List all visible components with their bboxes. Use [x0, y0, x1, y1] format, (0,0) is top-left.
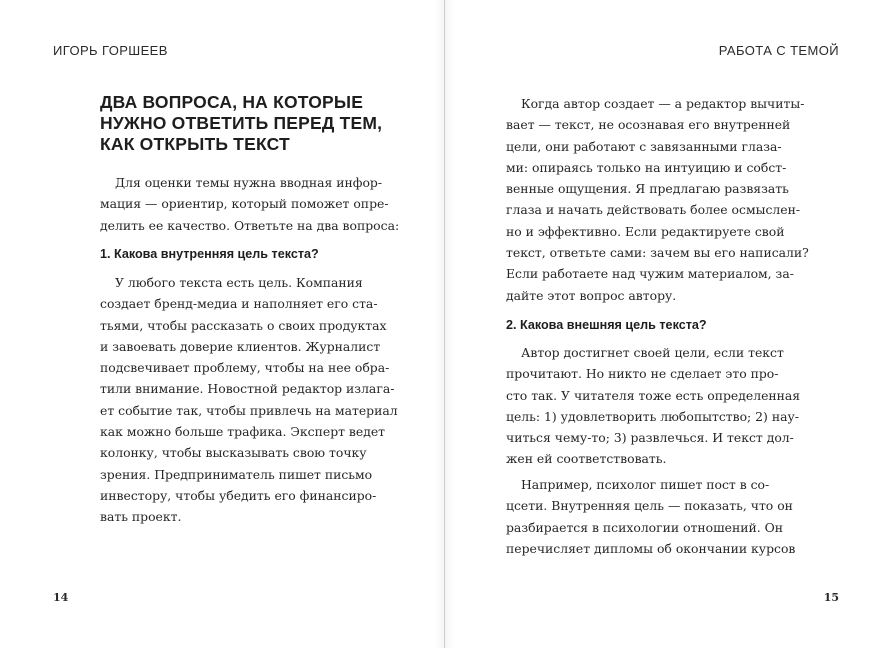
text-line: прочитают. Но никто не сделает это про-	[506, 366, 779, 382]
question-1-heading: 1. Какова внутренняя цель текста?	[100, 247, 319, 261]
text-line: ми: опираясь только на интуицию и собст-	[506, 159, 787, 175]
paragraph-2	[506, 342, 800, 470]
text-line: создает бренд-медиа и наполняет его ста-	[100, 296, 378, 312]
text-line: цель: 1) удовлетворить любопытство; 2) нау-	[506, 408, 799, 424]
text-line: Когда автор создает — а редактор вычиты-	[521, 96, 805, 111]
text-line: подсвечивает проблему, чтобы на нее обра-	[100, 360, 390, 376]
right-running-head: РАБОТА С ТЕМОЙ	[718, 43, 839, 58]
text-line: Для оценки темы нужна вводная инфор-	[115, 175, 383, 190]
text-line: Автор достигнет своей цели, если текст	[521, 345, 784, 360]
text-line: и завоевать доверие клиентов. Журналист	[100, 338, 381, 354]
text-line: цсети. Внутренняя цель — показать, что он	[506, 498, 793, 514]
text-line: вает — текст, не осознавая его внутренней	[506, 117, 791, 133]
heading-line: НУЖНО ОТВЕТИТЬ ПЕРЕД ТЕМ,	[100, 113, 383, 133]
text-line: колонку, чтобы высказывать свою точку	[100, 445, 367, 461]
answer-1-paragraph	[100, 272, 398, 528]
section-heading	[100, 92, 400, 155]
text-line: вать проект.	[100, 509, 182, 525]
right-page-number: 15	[823, 591, 839, 604]
right-page	[445, 0, 889, 648]
text-line: текст, ответьте сами: зачем вы его написали?	[506, 245, 809, 261]
text-line: жен ей соответствовать.	[506, 451, 667, 467]
text-line: зрения. Предприниматель пишет письмо	[100, 466, 373, 482]
left-running-head: ИГОРЬ ГОРШЕЕВ	[53, 43, 168, 58]
text-line: глаза и начать действовать более осмыслен-	[506, 202, 801, 218]
text-line: тьями, чтобы рассказать о своих продуктах	[100, 317, 387, 333]
text-line: разбирается в психологии отношений. Он	[506, 519, 784, 535]
text-line: как можно больше трафика. Эксперт ведет	[100, 424, 386, 440]
text-line: но и эффективно. Если редактируете свой	[506, 223, 785, 239]
text-line: мация — ориентир, который поможет опре-	[100, 196, 389, 212]
paragraph-3	[506, 474, 795, 559]
text-line: Например, психолог пишет пост в со-	[521, 477, 770, 492]
text-line: делить ее качество. Ответьте на два вопроса:	[100, 217, 400, 233]
text-line: Если работаете над чужим материалом, за-	[506, 266, 794, 282]
text-line: перечисляет дипломы об окончании курсов	[506, 540, 796, 556]
paragraph-1	[506, 93, 809, 306]
heading-line: КАК ОТКРЫТЬ ТЕКСТ	[100, 134, 290, 154]
text-line: читься чему-то; 3) развлечься. И текст дол-	[506, 430, 794, 446]
text-line: инвестору, чтобы убедить его финансиро-	[100, 487, 377, 503]
text-line: венные ощущения. Я предлагаю развязать	[506, 181, 789, 197]
text-line: цели, они работают с завязанными глаза-	[506, 138, 782, 154]
question-2-heading: 2. Какова внешняя цель текста?	[506, 318, 707, 332]
text-line: дайте этот вопрос автору.	[506, 287, 677, 303]
text-line: У любого текста есть цель. Компания	[115, 275, 363, 290]
text-line: сто так. У читателя тоже есть определенная	[506, 387, 801, 403]
text-line: тили внимание. Новостной редактор излага-	[100, 381, 395, 397]
text-line: ет событие так, чтобы привлечь на материал	[100, 402, 398, 418]
left-page-number: 14	[53, 591, 69, 604]
left-page	[0, 0, 444, 648]
intro-paragraph	[100, 172, 399, 236]
heading-line: ДВА ВОПРОСА, НА КОТОРЫЕ	[100, 92, 364, 112]
